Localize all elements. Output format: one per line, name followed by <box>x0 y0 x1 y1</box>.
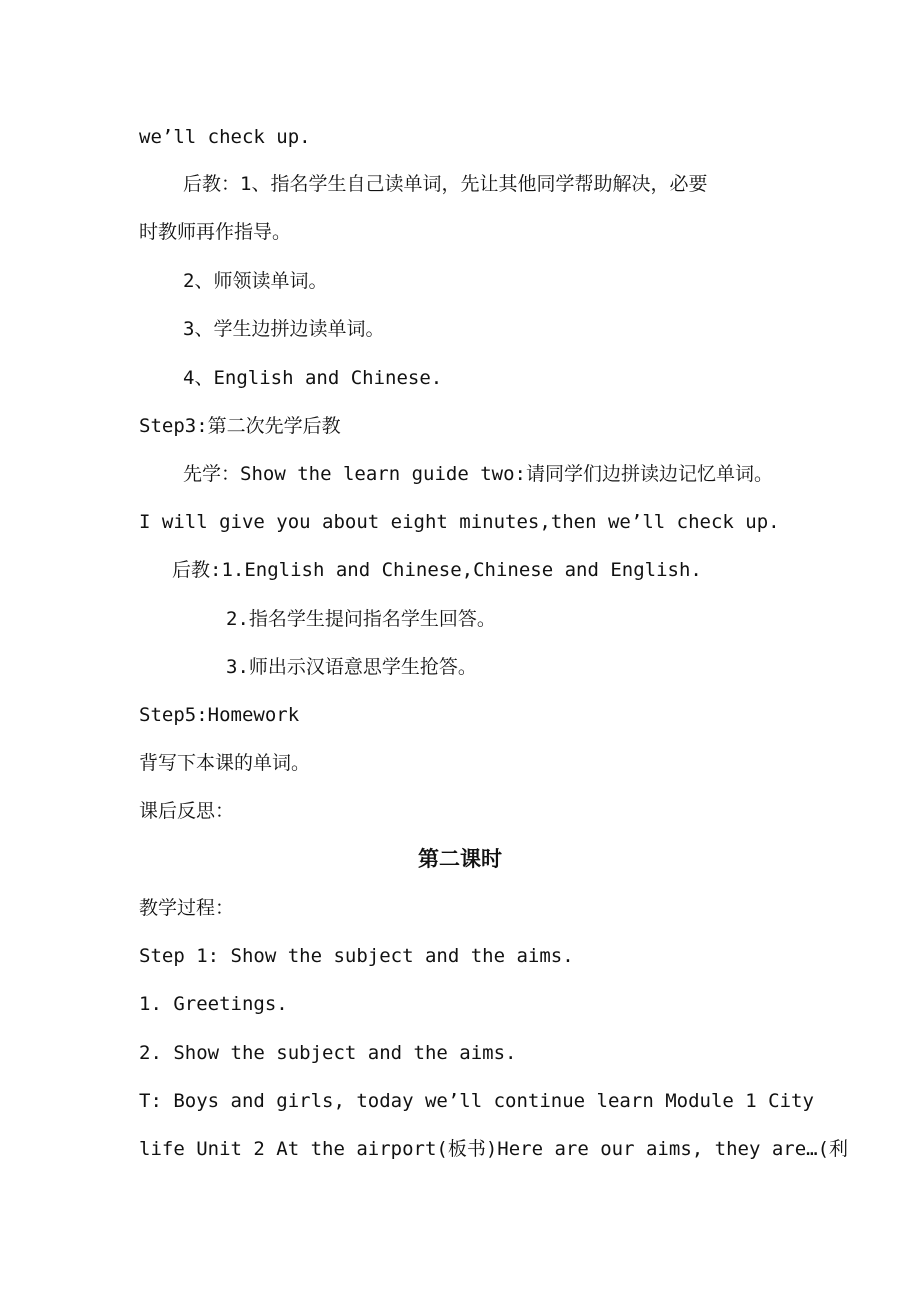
text-line: 1. Greetings. <box>139 993 288 1015</box>
text-line: Step3:第二次先学后教 <box>139 415 341 437</box>
text-line: life Unit 2 At the airport(板书)Here are our aims, they are…(利 <box>139 1138 849 1160</box>
text-line: 2、师领读单词。 <box>183 270 328 292</box>
text-line: T: Boys and girls, today we’ll continue learn Module 1 City <box>139 1090 814 1112</box>
text-line: 先学：Show the learn guide two:请同学们边拼读边记忆单词。 <box>183 463 773 485</box>
text-line: I will give you about eight minutes,then we’ll check up. <box>139 511 780 533</box>
text-line: we’ll check up. <box>139 126 311 148</box>
text-line: Step 1: Show the subject and the aims. <box>139 945 574 967</box>
text-line: 4、English and Chinese. <box>183 367 443 389</box>
text-line: Step5:Homework <box>139 704 300 726</box>
text-line: 2.指名学生提问指名学生回答。 <box>226 608 496 630</box>
text-line: 2. Show the subject and the aims. <box>139 1042 517 1064</box>
text-line: 课后反思： <box>139 800 235 822</box>
text-line: 后教:1.English and Chinese,Chinese and English. <box>172 559 702 581</box>
text-line: 时教师再作指导。 <box>139 221 292 243</box>
text-line: 背写下本课的单词。 <box>139 752 311 774</box>
text-line: 3.师出示汉语意思学生抢答。 <box>226 656 477 678</box>
text-line: 3、学生边拼边读单词。 <box>183 318 385 340</box>
section-heading: 第二课时 <box>418 847 502 871</box>
text-line: 后教：1、指名学生自己读单词，先让其他同学帮助解决，必要 <box>183 173 708 195</box>
text-line: 教学过程： <box>139 897 235 919</box>
